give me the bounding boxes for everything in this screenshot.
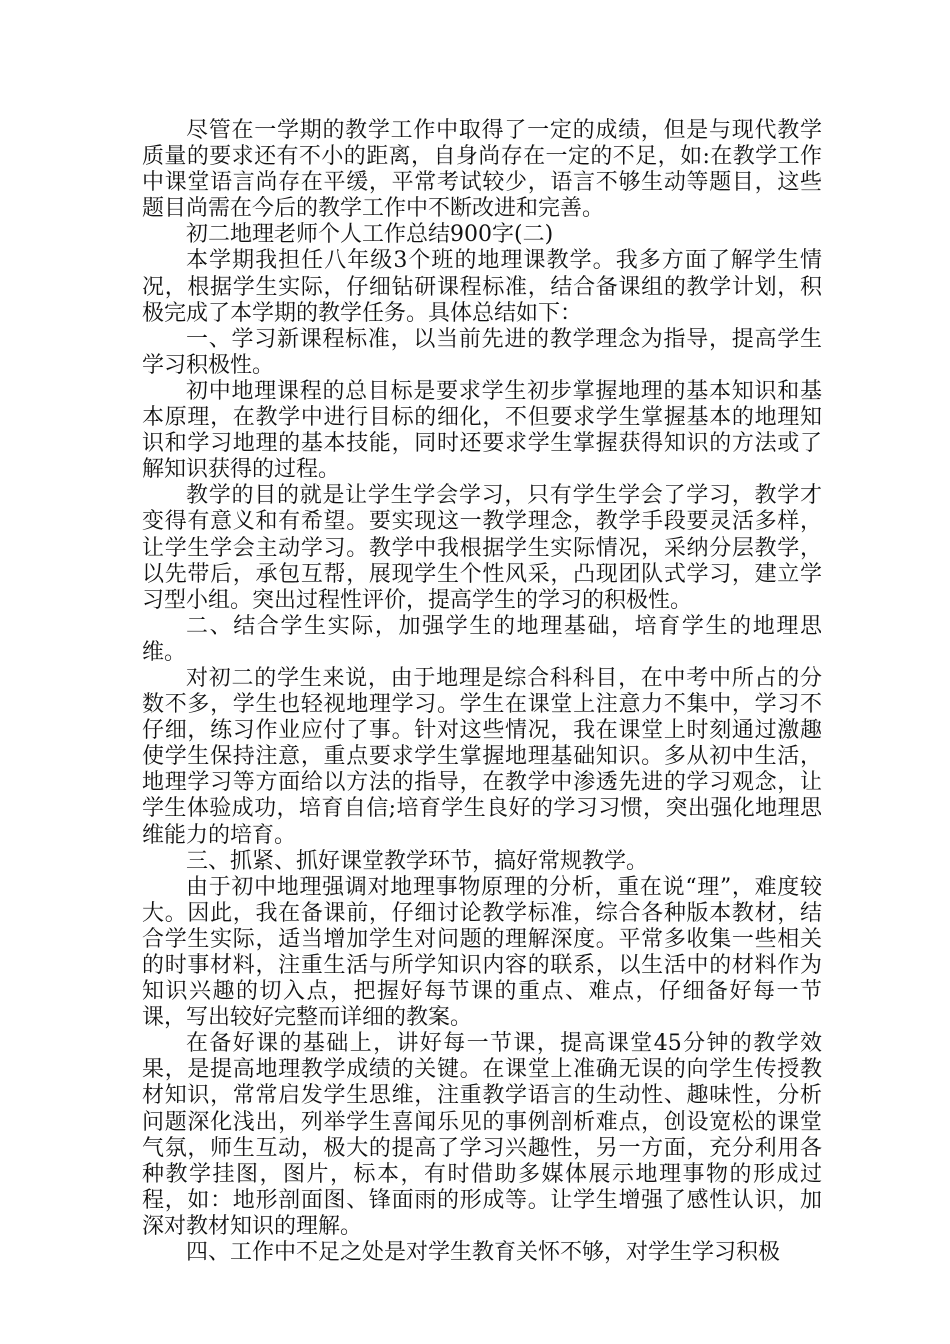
paragraph-student-situation: 对初二的学生来说，由于地理是综合科科目，在中考中所占的分数不多，学生也轻视地理学习。学生在课堂上注意力不集中，学习不仔细，练习作业应付了事。针对这些情况，我在课堂上时刻通过激趣使学生保持注意，重点要求学生掌握地理基础知识。多从初中生活，地理学习等方面给以方法的指导，在教学中渗透先进的学习观念，让学生体验成功，培育自信;培育学生良好的学习习惯，突出强化地理思维能力的培育。 (142, 665, 822, 848)
paragraph-curriculum-goals: 初中地理课程的总目标是要求学生初步掌握地理的基本知识和基本原理，在教学中进行目标的细化，不但要求学生掌握基本的地理知识和学习地理的基本技能，同时还要求学生掌握获得知识的方法或了解知识获得的过程。 (142, 378, 822, 483)
section-title: 初二地理老师个人工作总结900字(二) (186, 222, 554, 248)
document-body (142, 118, 822, 1266)
paragraph-shortcomings: 尽管在一学期的教学工作中取得了一定的成绩，但是与现代教学质量的要求还有不小的距离，自身尚存在一定的不足，如:在教学工作中课堂语言尚存在平缓，平常考试较少，语言不够生动等题目，这些题目尚需在今后的教学工作中不断改进和完善。 (142, 118, 822, 222)
heading-point-3: 三、抓紧、抓好课堂教学环节，搞好常规教学。 (186, 848, 649, 874)
heading-point-2: 二、结合学生实际，加强学生的地理基础，培育学生的地理思维。 (142, 613, 822, 665)
paragraph-teaching-purpose: 教学的目的就是让学生学会学习，只有学生学会了学习，教学才变得有意义和有希望。要实现这一教学理念，教学手段要灵活多样，让学生学会主动学习。教学中我根据学生实际情况，采纳分层教学，以先带后，承包互帮，展现学生个性风采，凸现团队式学习，建立学习型小组。突出过程性评价，提高学生的学习的积极性。 (142, 483, 822, 613)
heading-point-1: 一、学习新课程标准，以当前先进的教学理念为指导，提高学生学习积极性。 (142, 326, 822, 378)
paragraph-lesson-prep: 由于初中地理强调对地理事物原理的分析，重在说“理”，难度较大。因此，我在备课前，仔细讨论教学标准，综合各种版本教材，结合学生实际，适当增加学生对问题的理解深度。平常多收集一些相关的时事材料，注重生活与所学知识内容的联系，以生活中的材料作为知识兴趣的切入点，把握好每节课的重点、难点，仔细备好每一节课，写出较好完整而详细的教案。 (142, 874, 822, 1031)
heading-point-4: 四、工作中不足之处是对学生教育关怀不够，对学生学习积极 (186, 1240, 781, 1266)
paragraph-classroom-teaching: 在备好课的基础上，讲好每一节课，提高课堂45分钟的教学效果，是提高地理教学成绩的关键。在课堂上准确无误的向学生传授教材知识，常常启发学生思维，注重教学语言的生动性、趣味性，分析问题深化浅出，列举学生喜闻乐见的事例剖析难点，创设宽松的课堂气氛，师生互动，极大的提高了学习兴趣性，另一方面，充分利用各种教学挂图，图片，标本，有时借助多媒体展示地理事物的形成过程，如：地形剖面图、锋面雨的形成等。让学生增强了感性认识，加深对教材知识的理解。 (142, 1031, 822, 1239)
paragraph-intro: 本学期我担任八年级3个班的地理课教学。我多方面了解学生情况，根据学生实际，仔细钻研课程标准，结合备课组的教学计划，积极完成了本学期的教学任务。具体总结如下： (142, 248, 822, 326)
